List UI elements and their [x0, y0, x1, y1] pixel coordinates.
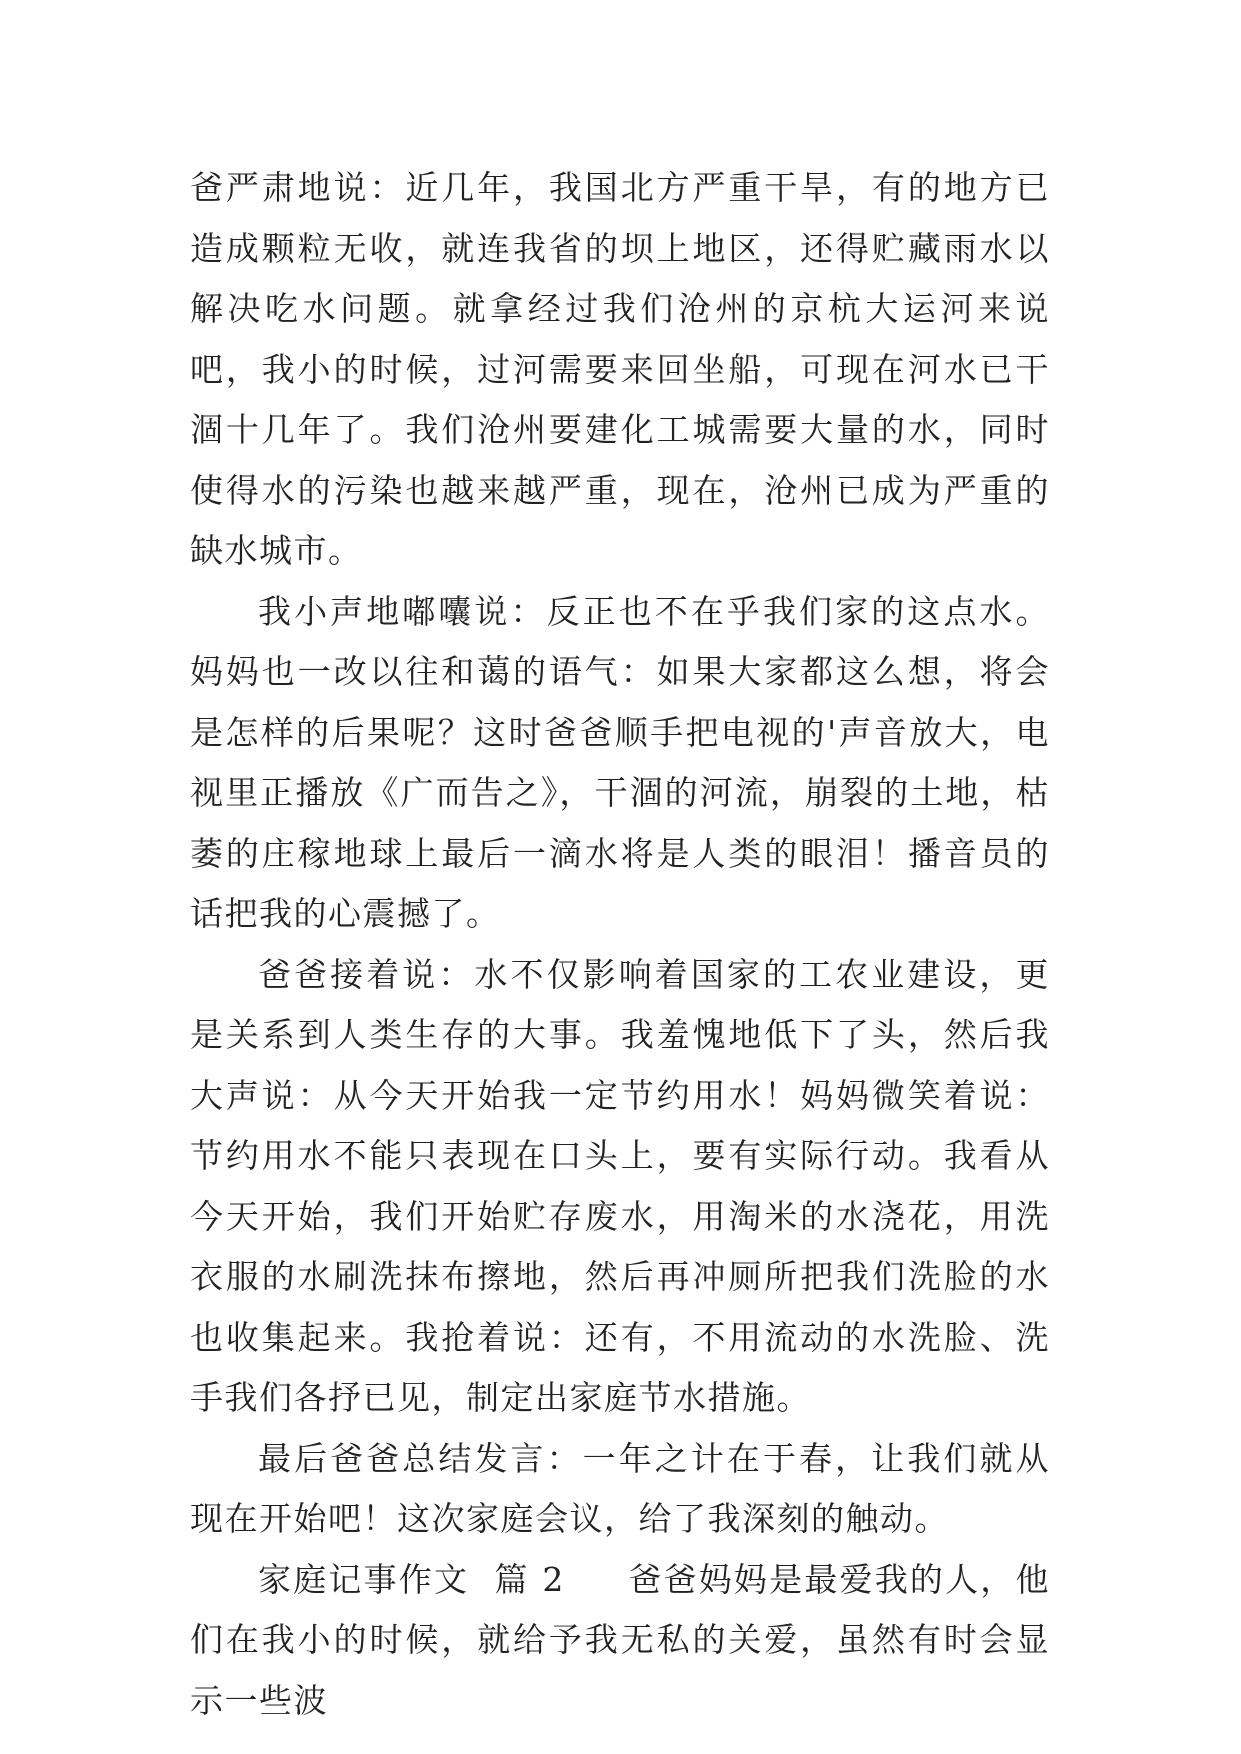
paragraph-4: 最后爸爸总结发言：一年之计在于春，让我们就从现在开始吧！这次家庭会议，给了我深刻的触动。	[190, 1438, 1050, 1538]
paragraph-2: 我小声地嘟囔说：反正也不在乎我们家的这点水。妈妈也一改以往和蔼的语气：如果大家都这么想，将会是怎样的后果呢？这时爸爸顺手把电视的'声音放大，电视里正播放《广而告之》，干涸的河流，崩裂的土地，枯萎的庄稼地球上最后一滴水将是人类的眼泪！播音员的话把我的心震撼了。	[190, 591, 1050, 933]
paragraph-3: 爸爸接着说：水不仅影响着国家的工农业建设，更是关系到人类生存的大事。我羞愧地低下了头，然后我大声说：从今天开始我一定节约用水！妈妈微笑着说：节约用水不能只表现在口头上，要有实际行动。我看从今天开始，我们开始贮存废水，用淘米的水浇花，用洗衣服的水刷洗抹布擦地，然后再冲厕所把我们洗脸的水也收集起来。我抢着说：还有，不用流动的水洗脸、洗手我们各抒已见，制定出家庭节水措施。	[190, 954, 1050, 1417]
paragraph-5: 家庭记事作文 篇 2 爸爸妈妈是最爱我的人，他们在我小的时候，就给予我无私的关爱，虽然有时会显示一些波	[190, 1559, 1050, 1720]
document-body	[190, 158, 1050, 1731]
paragraph-1: 爸严肃地说：近几年，我国北方严重干旱，有的地方已造成颗粒无收，就连我省的坝上地区，还得贮藏雨水以解决吃水问题。就拿经过我们沧州的京杭大运河来说吧，我小的时候，过河需要来回坐船，可现在河水已干涸十几年了。我们沧州要建化工城需要大量的水，同时使得水的污染也越来越严重，现在，沧州已成为严重的缺水城市。	[190, 168, 1050, 570]
